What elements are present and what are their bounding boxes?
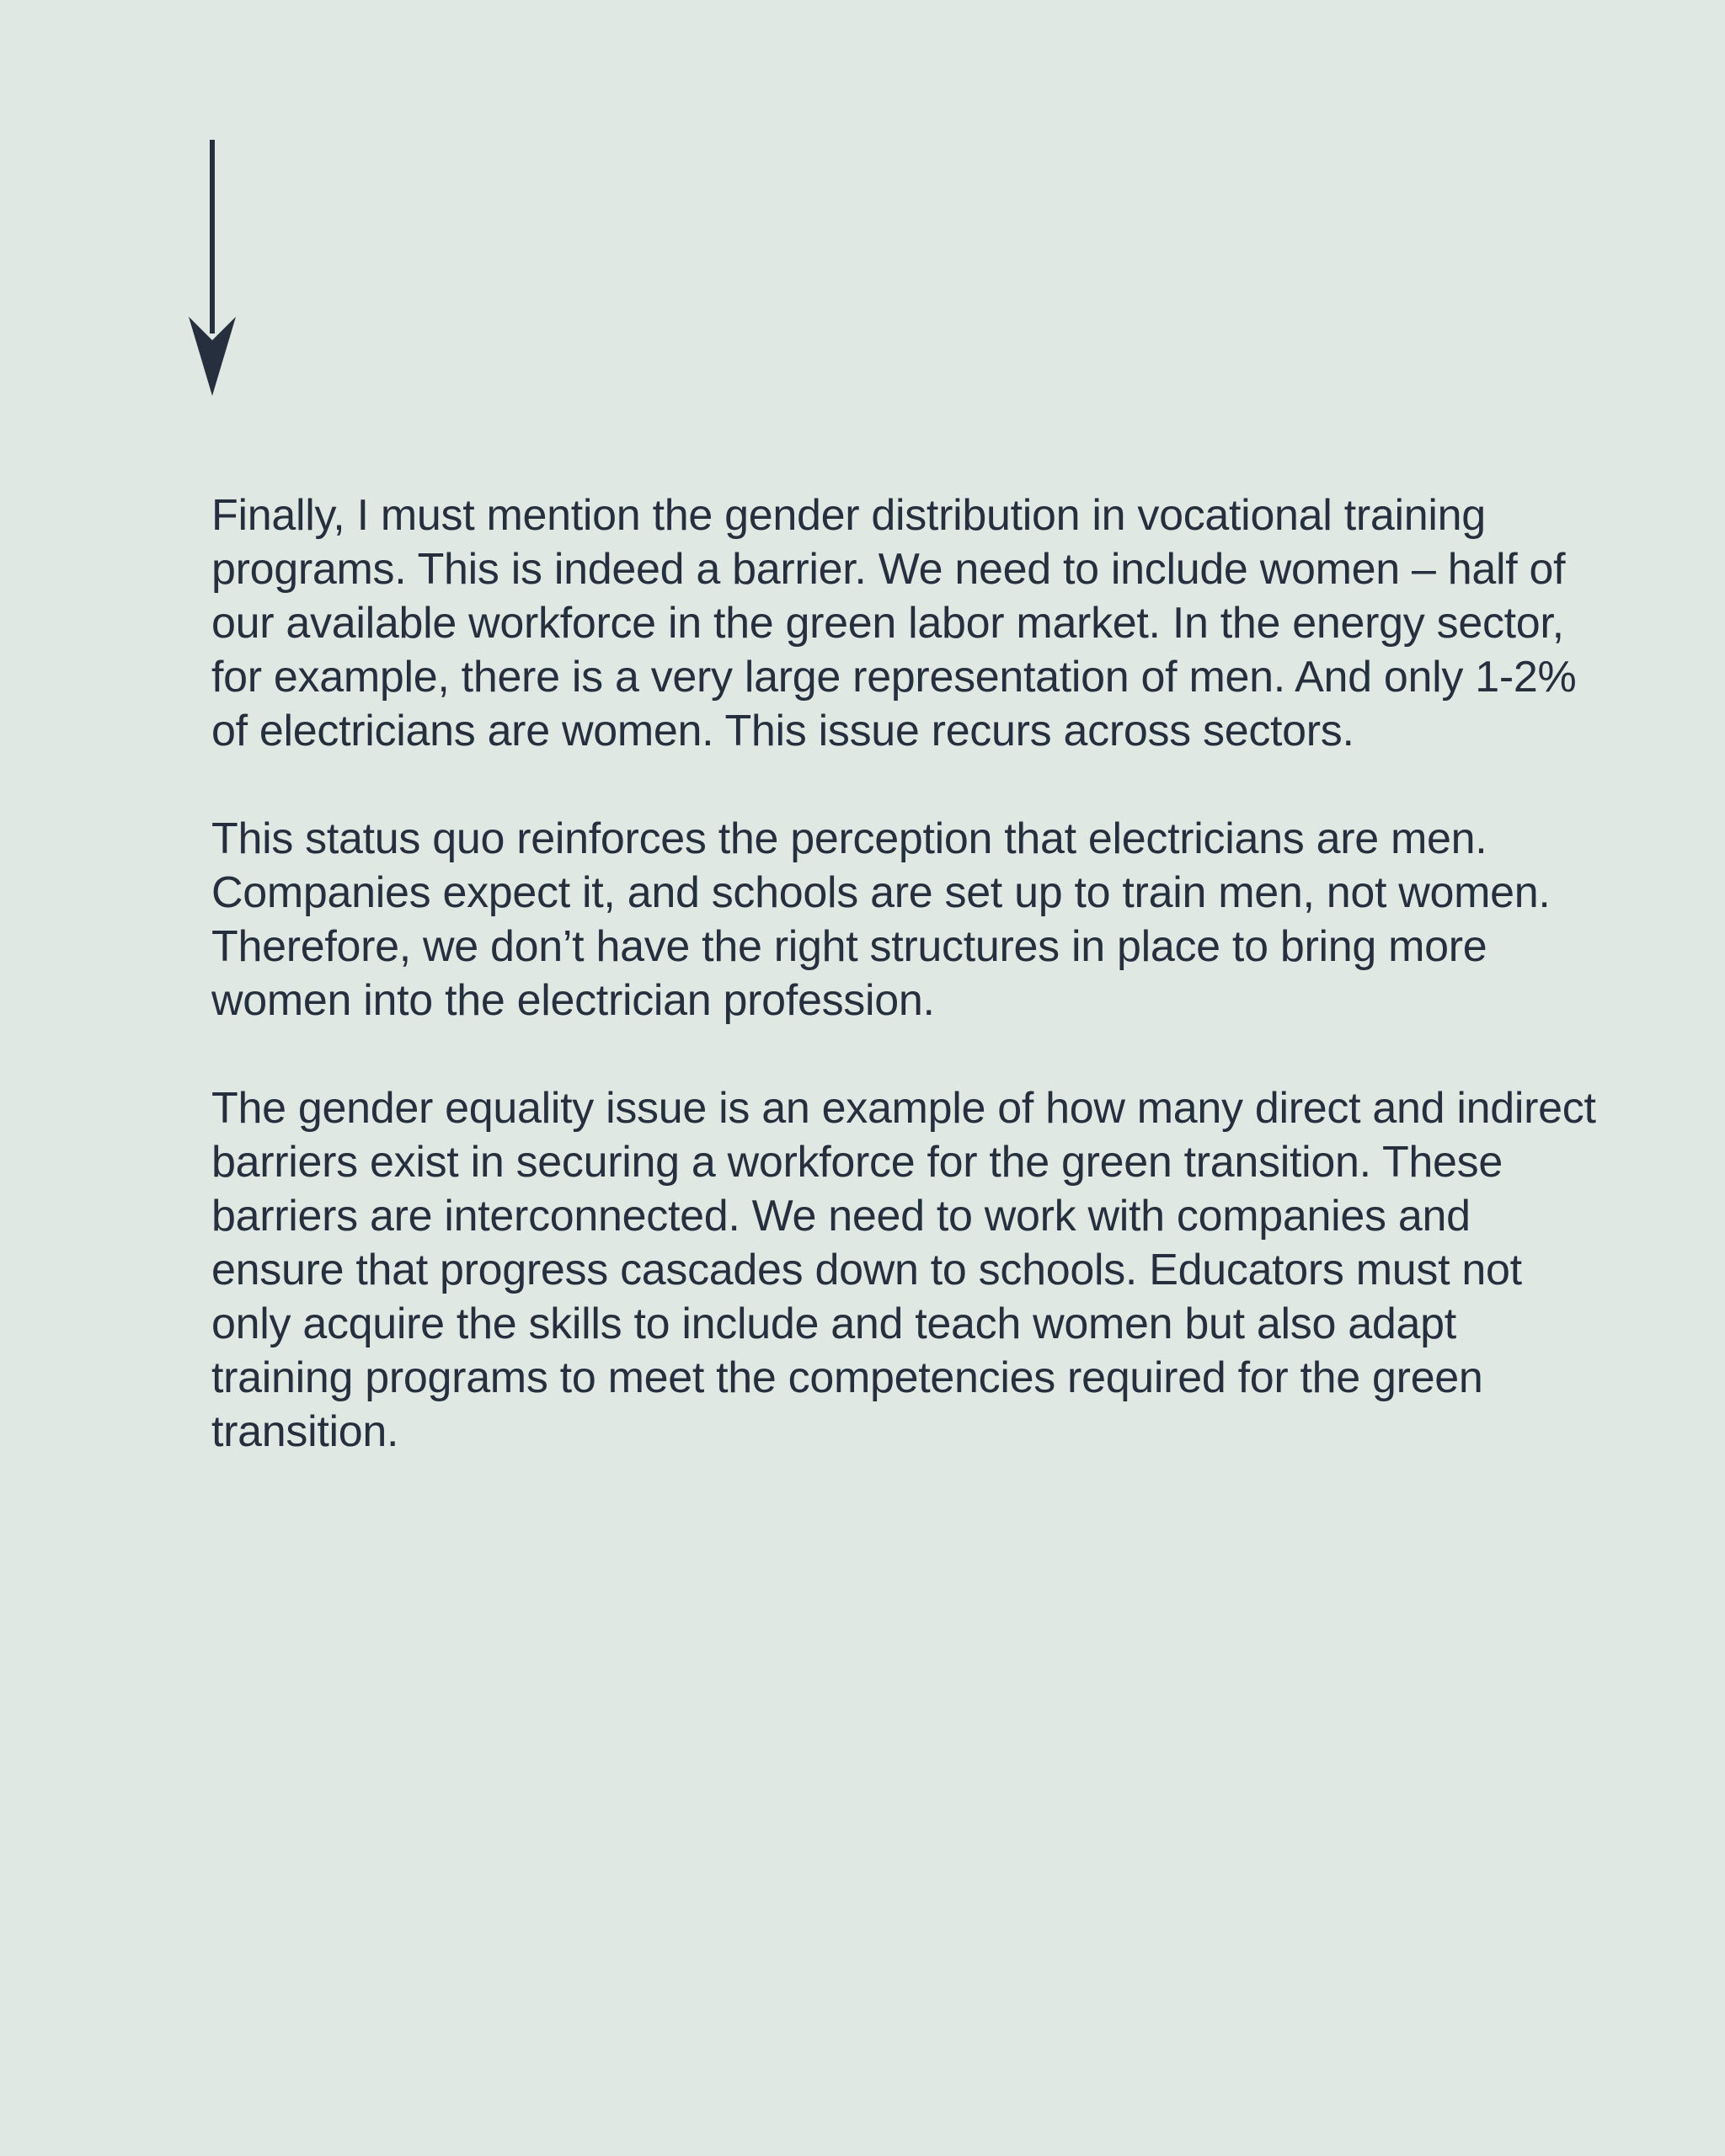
body-text <box>211 488 1610 1459</box>
paragraph-gender-equality: The gender equality issue is an example of how many direct and indirect barriers exist in securing a workforce for the green transition. These barriers are interconnected. We need to work with companies and ensure that progress cascades down to schools. Educators must not only acquire the skills to include and teach women but also adapt training programs to meet the competencies required for the green transition. <box>211 1084 1596 1456</box>
arrow-down-icon <box>187 140 238 396</box>
paragraph-gender-distribution: Finally, I must mention the gender distribution in vocational training programs. This is indeed a barrier. We need to include women – half of our available workforce in the green labor market. In the energy sector, for example, there is a very large representation of men. And only 1-2% of electricians are women. This issue recurs across sectors. <box>211 491 1577 755</box>
paragraph-status-quo: This status quo reinforces the perception that electricians are men. Companies expect it, and schools are set up to train men, not women. Therefore, we don’t have the right structures in place to bring more women into the electrician profession. <box>211 814 1551 1025</box>
